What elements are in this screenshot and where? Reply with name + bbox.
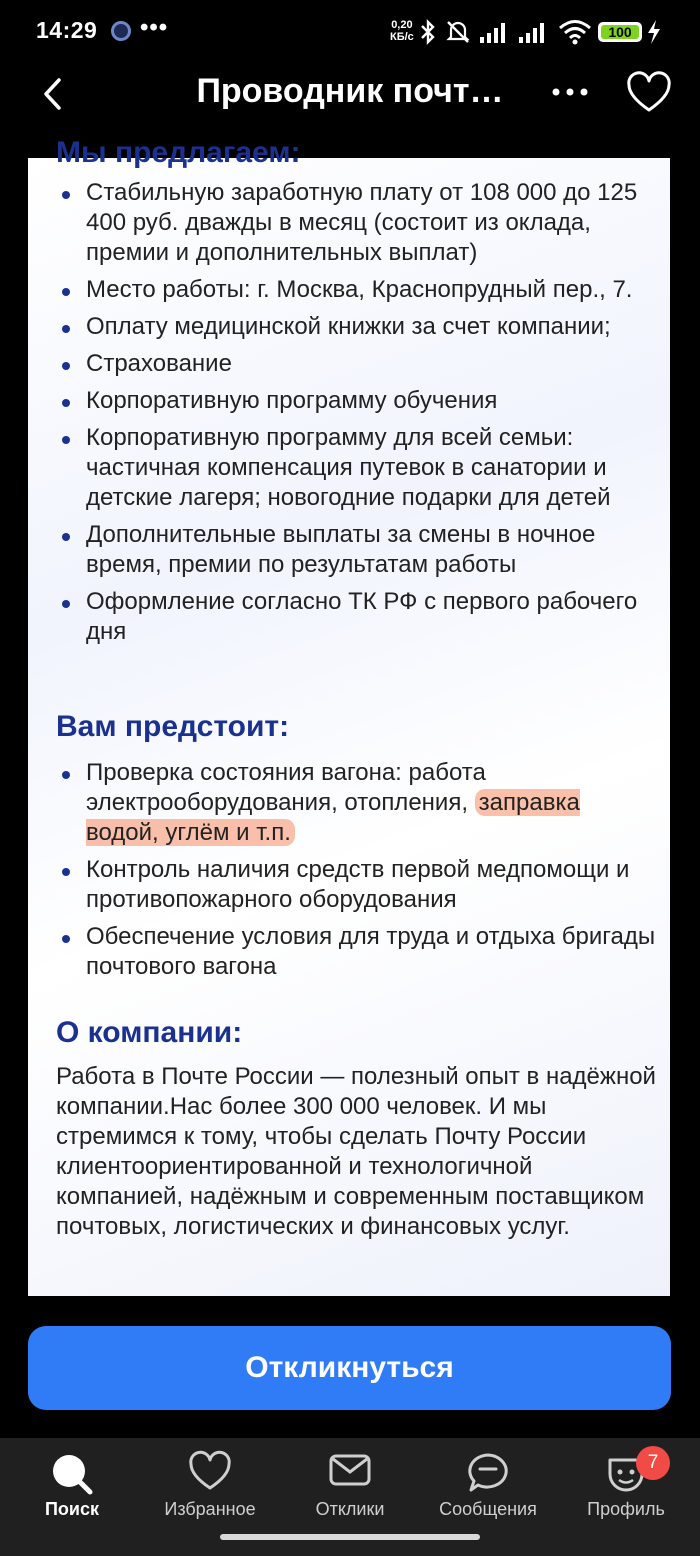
battery-level: 100 bbox=[608, 24, 632, 40]
battery-icon bbox=[598, 22, 642, 42]
nav-item-search[interactable] bbox=[2, 1438, 142, 1538]
bullet-dot bbox=[62, 868, 70, 876]
nav-item-favorites[interactable] bbox=[140, 1438, 280, 1538]
nav-item-responses[interactable] bbox=[280, 1438, 420, 1538]
list-item: Оформление согласно ТК РФ с первого рабочего дня bbox=[58, 587, 658, 647]
list-item: Страхование bbox=[58, 349, 658, 379]
more-options-icon[interactable] bbox=[550, 80, 590, 104]
network-speed-value: 0,20 bbox=[391, 19, 413, 31]
back-arrow-icon[interactable] bbox=[34, 74, 74, 114]
nav-label: Профиль bbox=[587, 1499, 665, 1519]
list-item: Проверка состояния вагона: работа электрооборудования, отопления, заправка водой, углём и т.п. bbox=[58, 758, 658, 848]
nav-label: Избранное bbox=[164, 1499, 256, 1519]
list-item: Обеспечение условия для труда и отдыха бригады почтового вагона bbox=[58, 922, 658, 982]
network-speed bbox=[390, 19, 414, 43]
status-more-icon: ••• bbox=[140, 14, 169, 41]
chat-icon bbox=[466, 1452, 510, 1494]
bullet-dot bbox=[62, 600, 70, 608]
list-item: Место работы: г. Москва, Краснопрудный пер., 7. bbox=[58, 275, 658, 305]
network-speed-unit: КБ/с bbox=[390, 31, 414, 43]
section-title-company: О компании: bbox=[56, 1016, 243, 1049]
nav-item-messages[interactable] bbox=[418, 1438, 558, 1538]
page-title: Проводник почт… bbox=[196, 72, 504, 110]
list-item: Дополнительные выплаты за смены в ночное время, премии по результатам работы bbox=[58, 520, 658, 580]
bullet-dot bbox=[62, 362, 70, 370]
list-item: Стабильную заработную плату от 108 000 до 125 400 руб. дважды в месяц (состоит из оклада, премии и дополнительных выплат) bbox=[58, 178, 658, 268]
wifi-icon bbox=[558, 19, 592, 45]
bullet-dot bbox=[62, 191, 70, 199]
bullet-dot bbox=[62, 771, 70, 779]
vacancy-description bbox=[28, 136, 670, 1296]
bullet-dot bbox=[62, 325, 70, 333]
signal-icon bbox=[480, 21, 510, 43]
nav-label: Сообщения bbox=[439, 1499, 537, 1519]
bluetooth-icon bbox=[420, 19, 436, 45]
company-description: Работа в Почте России — полезный опыт в надёжной компании.Нас более 300 000 человек. И мы стремимся к тому, чтобы сделать Почту России клиентоориентированной и технологичной компанией, надёжным и современным поставщиком почтовых, логистических и финансовых услуг. bbox=[56, 1063, 656, 1240]
mute-icon bbox=[445, 19, 471, 45]
bullet-dot bbox=[62, 533, 70, 541]
list-item: Контроль наличия средств первой медпомощи и противопожарного оборудования bbox=[58, 855, 658, 915]
favorite-heart-icon[interactable] bbox=[626, 72, 672, 114]
highlighted-text: заправка водой, углём и т.п. bbox=[86, 789, 580, 846]
list-item: Корпоративную программу обучения bbox=[58, 386, 658, 416]
respond-button[interactable]: Откликнуться bbox=[28, 1326, 671, 1410]
search-icon bbox=[50, 1452, 94, 1496]
offers-list bbox=[58, 178, 658, 654]
list-item: Оплату медицинской книжки за счет компании; bbox=[58, 312, 658, 342]
heart-icon bbox=[188, 1452, 232, 1492]
bullet-dot bbox=[62, 436, 70, 444]
app-icon bbox=[111, 21, 131, 41]
bullet-dot bbox=[62, 288, 70, 296]
charging-icon bbox=[647, 20, 661, 44]
section-title-duties: Вам предстоит: bbox=[56, 710, 290, 743]
nav-item-profile[interactable] bbox=[556, 1438, 696, 1538]
envelope-icon bbox=[328, 1452, 372, 1488]
signal-icon bbox=[519, 21, 549, 43]
status-bar bbox=[0, 0, 700, 62]
notification-badge: 7 bbox=[636, 1446, 670, 1480]
bullet-dot bbox=[62, 935, 70, 943]
nav-label: Поиск bbox=[44, 1499, 100, 1519]
status-icons bbox=[420, 17, 592, 47]
status-time: 14:29 bbox=[36, 17, 98, 43]
list-item: Корпоративную программу для всей семьи: частичная компенсация путевок в санатории и детские лагеря; новогодние подарки для детей bbox=[58, 423, 658, 513]
home-indicator[interactable] bbox=[220, 1534, 480, 1540]
duties-list bbox=[58, 758, 658, 989]
section-title-offers: Мы предлагаем: bbox=[56, 136, 301, 169]
bullet-dot bbox=[62, 399, 70, 407]
nav-label: Отклики bbox=[315, 1499, 385, 1519]
